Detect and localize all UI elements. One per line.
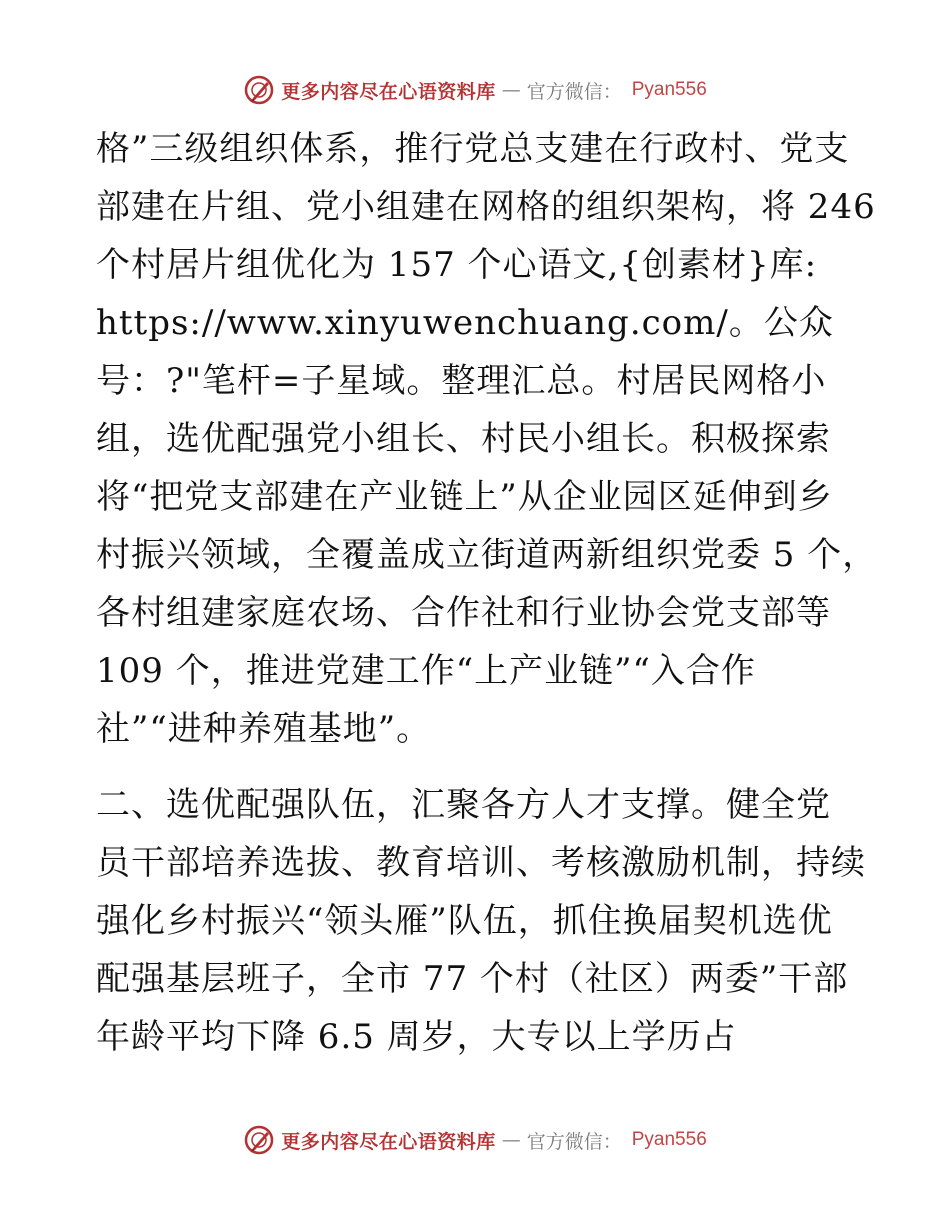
- text-line: 号：?"笔杆=子星域。整理汇总。村居民网格小: [96, 361, 827, 401]
- footer-wechat-label: 官方微信：: [526, 1130, 622, 1153]
- document-body: [96, 120, 876, 1066]
- footer-dash: —: [501, 1129, 521, 1151]
- header-dash: —: [501, 79, 521, 101]
- paragraph-gap: [96, 758, 876, 776]
- text-line: 强化乡村振兴“领头雁”队伍，抓住换届契机选优: [96, 901, 833, 941]
- text-line: 组，选优配强党小组长、村民小组长。积极探索: [96, 419, 831, 459]
- text-line: https://www.xinyuwenchuang.com/。公众: [96, 303, 834, 343]
- text-line: 年龄平均下降 6.5 周岁，大专以上学历占: [96, 1017, 737, 1057]
- header-watermark: [0, 70, 950, 110]
- header-brand-text: 更多内容尽在心语资料库: [281, 80, 496, 103]
- footer-brand-text: 更多内容尽在心语资料库: [281, 1130, 496, 1153]
- text-line: 格”三级组织体系，推行党总支建在行政村、党支: [96, 129, 850, 169]
- paragraph-2: [96, 776, 876, 1066]
- pen-logo-icon: [243, 1124, 275, 1156]
- text-line: 配强基层班子，全市 77 个村（社区）两委”干部: [96, 959, 849, 999]
- text-line: 村振兴领域，全覆盖成立街道两新组织党委 5 个，: [96, 535, 878, 575]
- paragraph-1: [96, 120, 876, 758]
- pen-logo-icon: [243, 74, 275, 106]
- text-line: 社”“进种养殖基地”。: [96, 709, 432, 749]
- header-wechat-handle: Pyan556: [631, 79, 707, 100]
- header-wechat-label: 官方微信：: [526, 80, 622, 103]
- text-line: 员干部培养选拔、教育培训、考核激励机制，持续: [96, 843, 866, 883]
- text-line: 将“把党支部建在产业链上”从企业园区延伸到乡: [96, 477, 833, 517]
- footer-wechat-handle: Pyan556: [631, 1129, 707, 1150]
- text-line: 个村居片组优化为 157 个心语文,{创素材}库:: [96, 245, 818, 285]
- text-line: 二、选优配强队伍，汇聚各方人才支撑。健全党: [96, 785, 831, 825]
- text-line: 109 个，推进党建工作“上产业链”“入合作: [96, 651, 756, 691]
- footer-watermark: [0, 1120, 950, 1160]
- text-line: 部建在片组、党小组建在网格的组织架构，将 246: [96, 187, 876, 227]
- text-line: 各村组建家庭农场、合作社和行业协会党支部等: [96, 593, 831, 633]
